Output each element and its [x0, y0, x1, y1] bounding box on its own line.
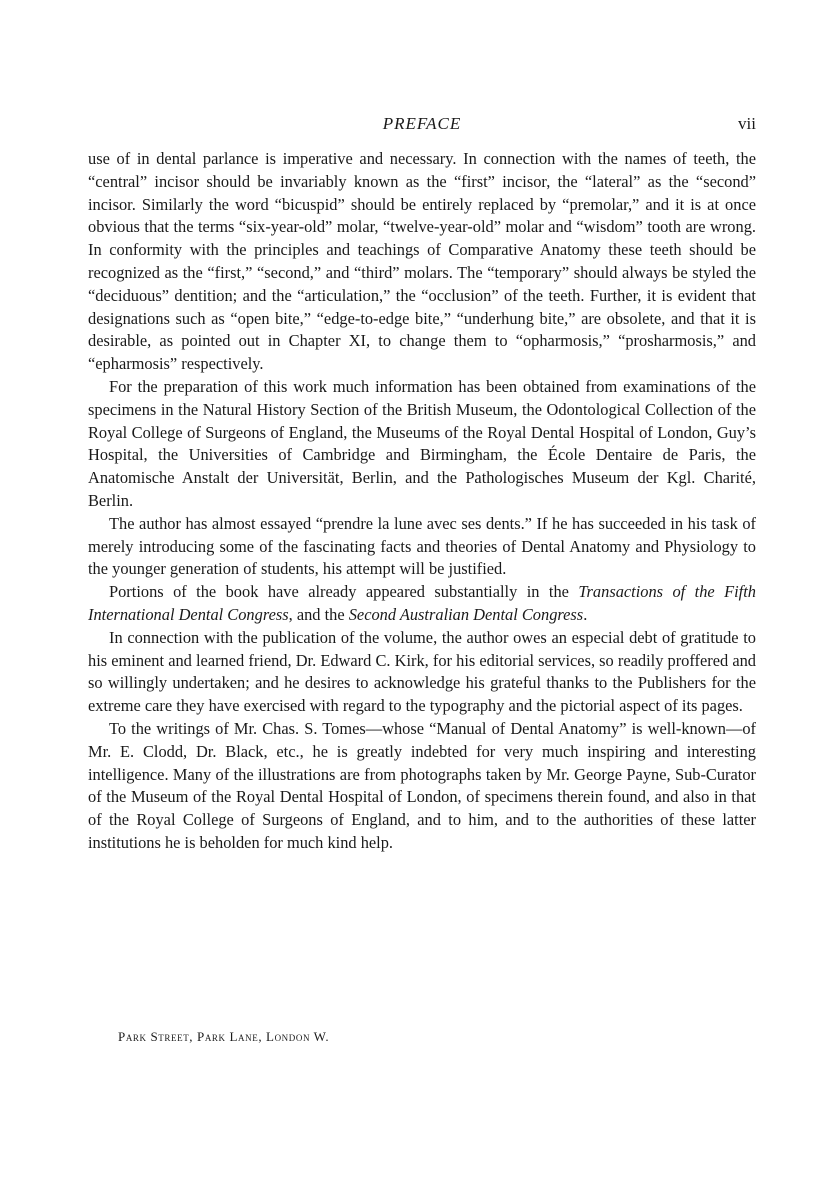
prior-publication-end: .	[583, 604, 588, 624]
page-number: vii	[738, 114, 756, 133]
prior-publication-text: Portions of the book have already appeared substantially in the	[109, 582, 579, 602]
address-signoff: Park Street, Park Lane, London W.	[118, 1029, 330, 1044]
paragraph-prior-publication	[88, 581, 756, 627]
paragraph-acknowledgement-tomes: To the writings of Mr. Chas. S. Tomes—whose “Manual of Dental Anatomy” is well-known—of Mr. E. Clodd, Dr. Black, etc., he is greatly indebted for very much inspiring and interesting intelligence. Many of the illustrations are from photographs taken by Mr. George Payne, Sub-Curator of the Museum of the Royal Dental Hospital of London, of specimens therein found, and also in that of the Royal College of Surgeons of England, and to him, and to the authorities of these latter institutions he is beholden for much kind help.	[88, 718, 756, 852]
running-title: PREFACE	[382, 114, 462, 133]
prior-publication-joiner: , and the	[288, 604, 349, 624]
australian-congress-title: Second Australian Dental Congress	[348, 604, 584, 624]
paragraph-acknowledgement-kirk: In connection with the publication of the volume, the author owes an especial debt of gratitude to his eminent and learned friend, Dr. Edward C. Kirk, for his editorial services, so readily proffered and so willingly undertaken; and he desires to acknowledge his grateful thanks to the Publishers for the extreme care they have exercised with regard to the typography and the pictorial aspect of its pages.	[88, 627, 756, 716]
paragraph-aim: The author has almost essayed “prendre la lune avec ses dents.” If he has succeeded in his task of merely introducing some of the fascinating facts and theories of Dental Anatomy and Physiology to the younger generation of students, his attempt will be justified.	[88, 513, 756, 579]
fifth-congress-title: Transactions of the Fifth International Dental Congress	[88, 582, 756, 624]
paragraph-sources: For the preparation of this work much information has been obtained from examinations of the specimens in the Natural History Section of the British Museum, the Odontological Collection of the Royal College of Surgeons of England, the Museums of the Royal Dental Hospital of London, Guy’s Hospital, the Universities of Cambridge and Birmingham, the École Dentaire de Paris, the Anatomische Anstalt der Universität, Berlin, and the Pathologisches Museum der Kgl. Charité, Berlin.	[88, 376, 756, 510]
preface-body	[88, 148, 756, 855]
paragraph-nomenclature: use of in dental parlance is imperative and necessary. In connection with the names of teeth, the “central” incisor should be invariably known as the “first” incisor, the “lateral” as the “second” incisor. Similarly the word “bicuspid” should be entirely replaced by “premolar,” and it is at once obvious that the terms “six-year-old” molar, “twelve-year-old” molar and “wisdom” tooth are wrong. In conformity with the principles and teachings of Comparative Anatomy these teeth should be recognized as the “first,” “second,” and “third” molars. The “temporary” should always be styled the “deciduous” dentition; and the “articulation,” the “occlusion” of the teeth. Further, it is evident that designations such as “open bite,” “edge-to-edge bite,” “underhung bite,” are obsolete, and that it is desirable, as pointed out in Chapter XI, to change them to “opharmosis,” “prosharmosis,” and “epharmosis” respectively.	[88, 149, 756, 374]
page-header	[88, 114, 756, 140]
